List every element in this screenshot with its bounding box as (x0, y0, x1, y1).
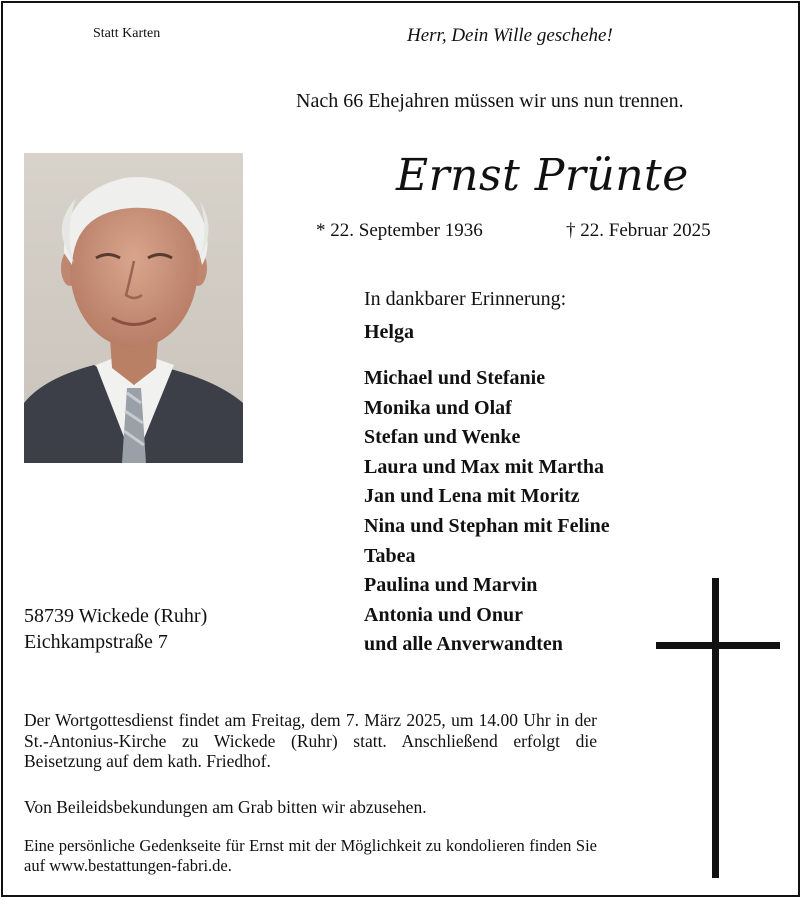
family-member: Laura und Max mit Martha (364, 455, 604, 478)
family-member: Antonia und Onur (364, 603, 523, 626)
family-member: Michael und Stefanie (364, 367, 546, 389)
cross-horizontal-bar (656, 642, 780, 649)
family-member: Jan und Lena mit Moritz (364, 485, 580, 508)
family-member: und alle Anverwandten (364, 633, 563, 656)
cross-icon (656, 578, 780, 878)
family-list (364, 364, 610, 660)
statt-karten-label: Statt Karten (93, 26, 161, 41)
address-street: Eichkampstraße 7 (24, 631, 168, 653)
portrait-photo (24, 153, 243, 463)
spouse-name: Helga (364, 321, 414, 343)
motto: Herr, Dein Wille geschehe! (407, 25, 613, 46)
thanks-heading: In dankbarer Erinnerung: (364, 288, 567, 310)
family-member: Stefan und Wenke (364, 426, 521, 449)
portrait-illustration (24, 153, 243, 463)
family-member: Monika und Olaf (364, 396, 512, 419)
family-member: Nina und Stephan mit Feline (364, 514, 610, 537)
service-notice: Der Wortgottesdienst findet am Freitag, dem 7. März 2025, um 14.00 Uhr in der St.-Antonius-Kirche zu Wickede (Ruhr) statt. Anschließend erfolgt die Beisetzung auf dem kath. Friedhof. (24, 710, 597, 771)
address-city: 58739 Wickede (Ruhr) (24, 605, 208, 627)
deceased-name: Ernst Prünte (396, 150, 689, 201)
online-memorial-notice: Eine persönliche Gedenkseite für Ernst mit der Möglichkeit zu kondolieren finden Sie auf www.bestattungen-fabri.de. (24, 836, 597, 875)
address-block (24, 603, 207, 655)
birth-date: * 22. September 1936 (316, 220, 483, 241)
death-date: † 22. Februar 2025 (566, 220, 711, 241)
family-member: Paulina und Marvin (364, 574, 538, 597)
cross-vertical-bar (712, 578, 719, 878)
family-member: Tabea (364, 544, 416, 567)
intro-text: Nach 66 Ehejahren müssen wir uns nun trennen. (296, 90, 684, 112)
condolence-request: Von Beileidsbekundungen am Grab bitten wir abzusehen. (24, 797, 427, 817)
